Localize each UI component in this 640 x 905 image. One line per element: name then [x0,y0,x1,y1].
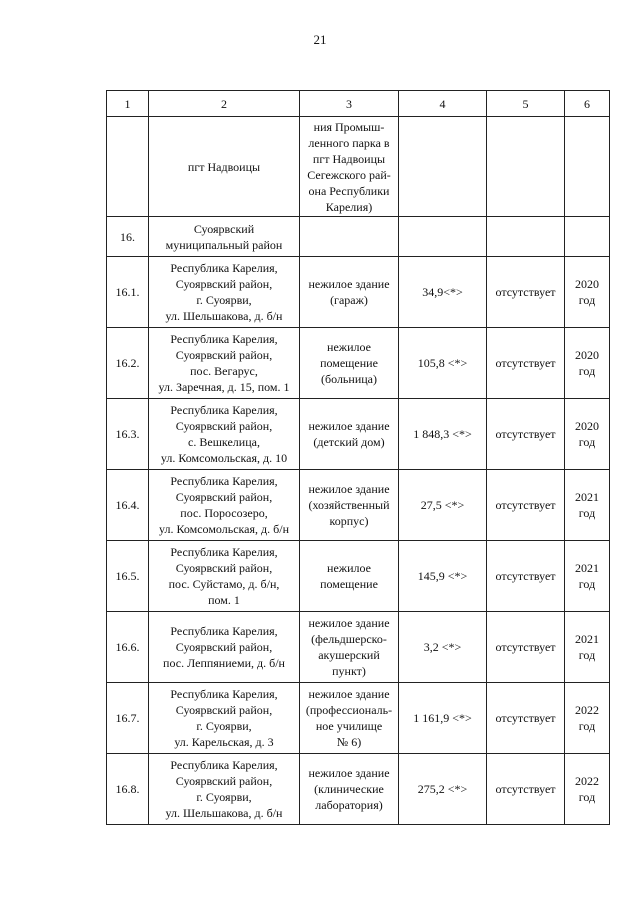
header-cell-5: 5 [487,91,565,117]
object-cell [300,612,399,683]
object-cell [300,683,399,754]
section-number: 16. [107,217,149,257]
address-line: Республика Карелия, [170,545,278,559]
table-row [107,683,610,754]
status-cell: отсутствует [487,399,565,470]
address-line: Суоярвский район, [175,640,273,654]
table-row [107,257,610,328]
address-line: Республика Карелия, [170,332,278,346]
continuation-address-cell: пгт Надвоицы [149,117,300,217]
area-cell: 1 848,3 <*> [399,399,487,470]
continuation-year-cell [565,117,610,217]
area-cell: 34,9<*> [399,257,487,328]
continuation-row [107,117,610,217]
header-cell-2: 2 [149,91,300,117]
object-line: (фельдшерско- [311,632,387,646]
header-cell-4: 4 [399,91,487,117]
header-row [107,91,610,117]
address-line: Суоярвский район, [175,490,273,504]
address-line: г. Суоярви, [196,293,252,307]
header-cell-1: 1 [107,91,149,117]
year-line: 2020 [575,277,599,291]
row-number: 16.4. [107,470,149,541]
row-number: 16.5. [107,541,149,612]
continuation-status-cell [487,117,565,217]
year-line: 2020 [575,348,599,362]
object-line: ное училище [315,719,383,733]
table-row [107,328,610,399]
section-row [107,217,610,257]
table-row [107,754,610,825]
area-cell: 3,2 <*> [399,612,487,683]
object-line: нежилое здание [308,687,390,701]
address-line: ул. Заречная, д. 15, пом. 1 [158,380,290,394]
address-line: Республика Карелия, [170,687,278,701]
object-line: нежилое [327,340,371,354]
object-line: (профессиональ- [305,703,393,717]
address-line: г. Суоярви, [196,719,252,733]
object-line: (гараж) [330,293,368,307]
year-line: 2022 [575,774,599,788]
object-line: (хозяйственный [308,498,390,512]
address-line: Суоярвский район, [175,774,273,788]
address-line: пос. Суйстамо, д. б/н, [168,577,280,591]
year-cell [565,754,610,825]
year-cell [565,328,610,399]
property-table [106,90,610,825]
object-cell [300,541,399,612]
continuation-object-line: Сегежского рай- [307,167,391,182]
status-cell: отсутствует [487,328,565,399]
status-cell: отсутствует [487,257,565,328]
year-line: год [578,364,596,378]
object-cell [300,399,399,470]
address-line: пом. 1 [208,593,240,607]
status-cell: отсутствует [487,470,565,541]
section-name [149,217,300,257]
header-cell-3: 3 [300,91,399,117]
object-line: нежилое здание [308,482,390,496]
status-cell: отсутствует [487,754,565,825]
year-line: 2021 [575,632,599,646]
year-line: 2021 [575,561,599,575]
address-line: пос. Вегарус, [190,364,258,378]
address-line: Суоярвский район, [175,561,273,575]
continuation-area-cell [399,117,487,217]
status-cell: отсутствует [487,612,565,683]
address-line: Суоярвский район, [175,703,273,717]
page-number: 21 [313,32,327,47]
section-empty-cell [487,217,565,257]
section-name-line: Суоярвский [193,221,255,236]
address-line: пос. Леппяниеми, д. б/н [163,656,285,670]
year-cell [565,612,610,683]
area-cell: 275,2 <*> [399,754,487,825]
section-empty-cell [300,217,399,257]
year-line: 2020 [575,419,599,433]
continuation-num-cell [107,117,149,217]
area-cell: 105,8 <*> [399,328,487,399]
address-line: ул. Шельшакова, д. б/н [165,806,283,820]
address-line: Республика Карелия, [170,474,278,488]
object-line: (детский дом) [313,435,385,449]
address-line: Республика Карелия, [170,624,278,638]
year-cell [565,399,610,470]
year-line: год [578,293,596,307]
section-name-line: муниципальный район [165,237,283,252]
address-line: Суоярвский район, [175,277,273,291]
table-body [107,91,610,825]
object-line: нежилое здание [308,616,390,630]
address-cell [149,399,300,470]
address-line: ул. Комсомольская, д. б/н [158,522,289,536]
object-line: корпус) [329,514,369,528]
object-line: акушерский [318,648,380,662]
row-number: 16.6. [107,612,149,683]
year-line: год [578,577,596,591]
continuation-object-line: Карелия) [325,199,373,214]
header-cell-6: 6 [565,91,610,117]
object-line: (клинические [314,782,384,796]
address-line: Республика Карелия, [170,403,278,417]
object-line: помещение [320,577,378,591]
address-line: Республика Карелия, [170,758,278,772]
continuation-object-line: ния Промыш- [313,119,385,134]
address-cell [149,328,300,399]
address-cell [149,257,300,328]
address-line: ул. Карельская, д. 3 [174,735,274,749]
address-cell [149,754,300,825]
address-line: Суоярвский район, [175,419,273,433]
year-line: год [578,506,596,520]
year-line: 2022 [575,703,599,717]
status-cell: отсутствует [487,541,565,612]
continuation-object-cell [300,117,399,217]
table-row [107,470,610,541]
area-cell: 145,9 <*> [399,541,487,612]
object-cell [300,470,399,541]
address-line: Республика Карелия, [170,261,278,275]
year-cell [565,683,610,754]
row-number: 16.7. [107,683,149,754]
area-cell: 27,5 <*> [399,470,487,541]
address-line: ул. Комсомольская, д. 10 [160,451,288,465]
row-number: 16.3. [107,399,149,470]
object-line: нежилое [327,561,371,575]
object-line: нежилое здание [308,419,390,433]
year-cell [565,470,610,541]
object-line: (больница) [321,372,377,386]
object-line: нежилое здание [308,277,390,291]
object-line: нежилое здание [308,766,390,780]
year-line: год [578,790,596,804]
address-line: Суоярвский район, [175,348,273,362]
year-line: год [578,435,596,449]
status-cell: отсутствует [487,683,565,754]
object-cell [300,328,399,399]
object-line: помещение [320,356,378,370]
year-cell [565,257,610,328]
area-cell: 1 161,9 <*> [399,683,487,754]
object-line: № 6) [336,735,362,749]
row-number: 16.1. [107,257,149,328]
section-empty-cell [565,217,610,257]
year-line: год [578,648,596,662]
address-cell [149,683,300,754]
continuation-object-line: она Республики [308,183,390,198]
address-cell [149,541,300,612]
address-line: пос. Поросозеро, [180,506,268,520]
address-line: г. Суоярви, [196,790,252,804]
year-cell [565,541,610,612]
table-row [107,612,610,683]
object-cell [300,257,399,328]
address-line: ул. Шельшакова, д. б/н [165,309,283,323]
table-row [107,541,610,612]
continuation-object-line: ленного парка в [308,135,390,150]
address-cell [149,612,300,683]
address-line: с. Вешкелица, [188,435,260,449]
table-row [107,399,610,470]
object-cell [300,754,399,825]
row-number: 16.2. [107,328,149,399]
row-number: 16.8. [107,754,149,825]
year-line: год [578,719,596,733]
address-cell [149,470,300,541]
object-line: лаборатория) [315,798,383,812]
continuation-object-line: пгт Надвоицы [312,151,386,166]
object-line: пункт) [332,664,366,678]
year-line: 2021 [575,490,599,504]
section-empty-cell [399,217,487,257]
